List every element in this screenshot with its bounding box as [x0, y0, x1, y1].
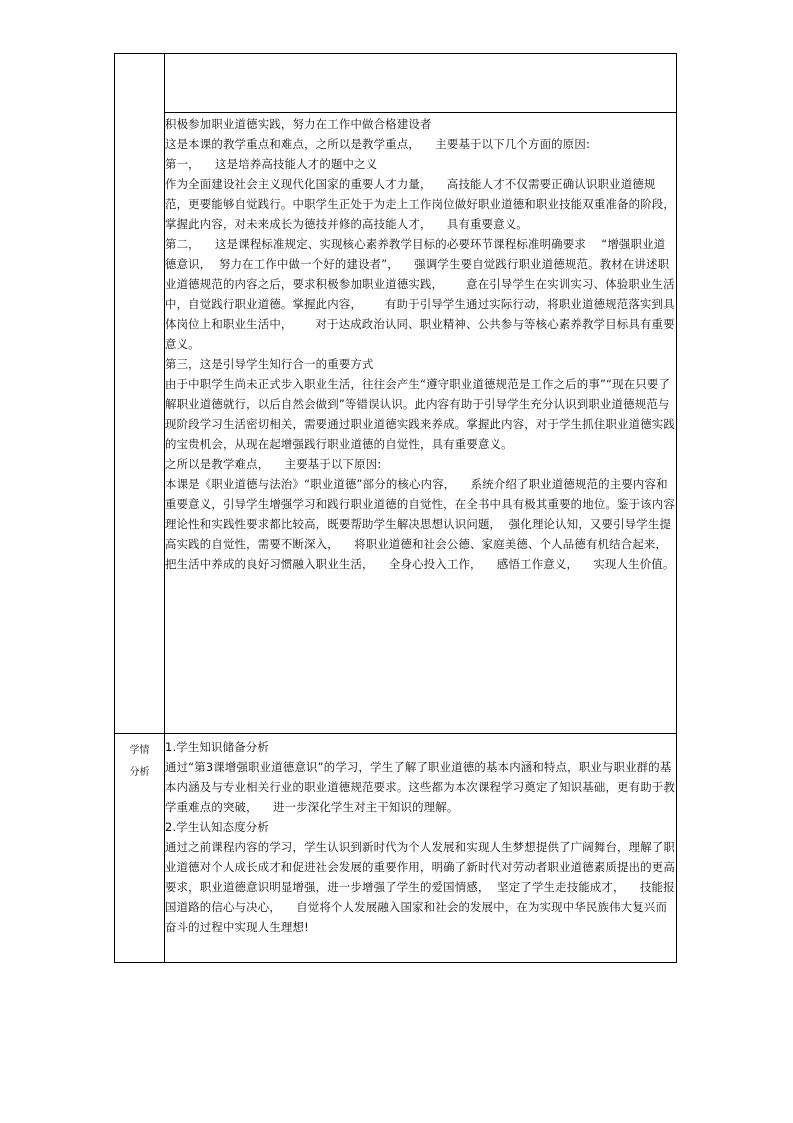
- paragraph: 本课是《职业道德与法治》“职业道德”部分的核心内容， 系统介绍了职业道德规范的主要内容和重要意义，引导学生增强学习和践行职业道德的自觉性，在全书中具有极其重要的地位。鉴于该内容理论性和实践性要求都比较高，既要帮助学生解决思想认识问题， 强化理论认知，又要引导学生提高实践的自觉性，需要不断深入， 将职业道德和社会公德、家庭美德、个人品德有机结合起来，把生活中养成的良好习惯融入职业生活， 全身心投入工作， 感悟工作意义， 实现人生价值。: [165, 477, 675, 571]
- student-analysis-content: [165, 737, 676, 937]
- table-left-border: [114, 53, 115, 963]
- table-right-border: [676, 53, 677, 963]
- label-line-1: 学情: [129, 745, 150, 756]
- paragraph-subheading: 第三，这是引导学生知行合一的重要方式: [165, 357, 374, 371]
- row-divider-top: [165, 112, 677, 113]
- paragraph: 由于中职学生尚未正式步入职业生活，往往会产生“遵守职业道德规范是工作之后的事”“现在只要了解职业道德就行，以后自然会做到”等错误认识。此内容有助于引导学生充分认识到职业道德规范与现阶段学习生活密切相关，需要通过职业道德实践来养成。掌握此内容，对于学生抓住职业道德实践的宝贵机会，从现在起增强践行职业道德的自觉性，具有重要意义。: [165, 377, 675, 451]
- paragraph-heading: 1.学生知识储备分析: [165, 740, 269, 754]
- paragraph: 通过之前课程内容的学习，学生认识到新时代为个人发展和实现人生梦想提供了广阔舞台，理解了职业道德对个人成长成才和促进社会发展的重要作用，明确了新时代对劳动者职业道德素质提出的更高要求，职业道德意识明显增强，进一步增强了学生的爱国情感， 坚定了学生走技能成才， 技能报国道路的信心与决心， 自觉将个人发展融入国家和社会的发展中，在为实现中华民族伟大复兴而奋斗的过程中实现人生理想!: [165, 840, 675, 934]
- paragraph: 之所以是教学难点， 主要基于以下原因:: [165, 457, 382, 471]
- paragraph: 通过“第3课增强职业道德意识”的学习，学生了解了职业道德的基本内涵和特点，职业与职业群的基本内涵及与专业相关行业的职业道德规范要求。这些都为本次课程学习奠定了知识基础，更有助于教学重难点的突破， 进一步深化学生对主干知识的理解。: [165, 760, 675, 814]
- student-analysis-label: [115, 740, 164, 784]
- paragraph-heading: 2.学生认知态度分析: [165, 820, 269, 834]
- paragraph-subheading: 第二， 这是课程标准规定、实现核心素养教学目标的必要环节课程标准明确要求 “增强职业道德意识， 努力在工作中做一个好的建设者”， 强调学生要自觉践行职业道德规范。教材在讲述职业道德规范的内容之后，要求积极参加职业道德实践， 意在引导学生在实训实习、体验职业生活中，自觉践行职业道德。掌握此内容， 有助于引导学生通过实际行动，将职业道德规范落实到具体岗位上和职业生活中， 对于达成政治认同、职业精神、公共参与等核心素养教学目标具有重要意义。: [165, 237, 675, 351]
- teaching-focus-content: [165, 114, 676, 574]
- paragraph-heading: 积极参加职业道德实践，努力在工作中做合格建设者: [165, 117, 432, 131]
- paragraph: 作为全面建设社会主义现代化国家的重要人才力量， 高技能人才不仅需要正确认识职业道德规范，更要能够自觉践行。中职学生正处于为走上工作岗位做好职业道德和职业技能双重准备的阶段，掌握此内容，对未来成长为德技并修的高技能人才， 具有重要意义。: [165, 177, 675, 231]
- row-divider-middle: [114, 733, 677, 734]
- paragraph-subheading: 第一， 这是培养高技能人才的题中之义: [165, 157, 378, 171]
- table-top-border: [114, 53, 677, 54]
- label-line-2: 分析: [129, 767, 150, 778]
- table-bottom-border: [114, 962, 677, 963]
- paragraph: 这是本课的教学重点和难点，之所以是教学重点， 主要基于以下几个方面的原因:: [165, 137, 590, 151]
